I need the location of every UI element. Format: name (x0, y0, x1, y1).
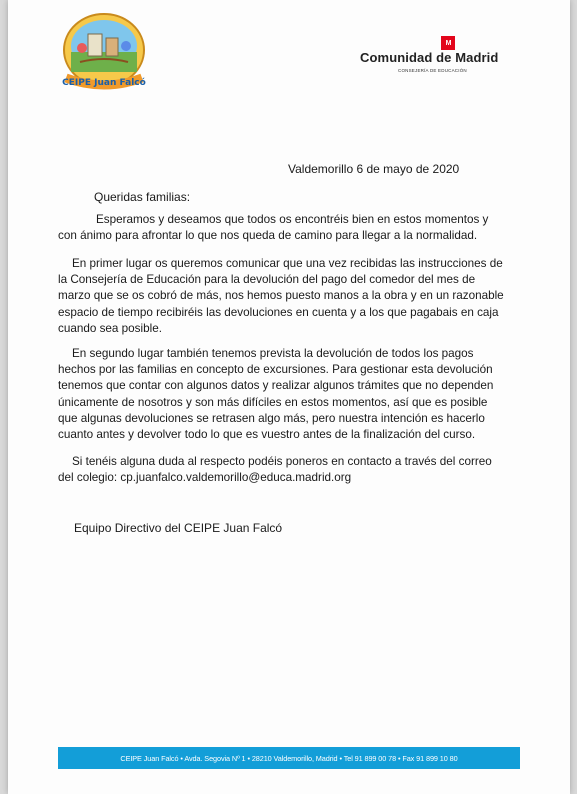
madrid-flag-icon: M (441, 36, 455, 50)
region-name: Comunidad de Madrid (360, 50, 499, 65)
paragraph-line: que algunas devoluciones se retrasen algo más, pero nuestra intención es hacerlo (58, 411, 485, 425)
paragraph-line: tenemos que contar con algunos datos y realizar algunos trámites que no dependen (58, 379, 494, 393)
paragraph-line: cuanto antes y devolver todo lo que es vuestro antes de la finalización del curso. (58, 428, 476, 442)
paragraph-line: la Consejería de Educación para la devolución del pago del comedor del mes de (58, 273, 476, 287)
paragraph-3 (58, 346, 524, 443)
region-department: CONSEJERÍA DE EDUCACIÓN (398, 68, 467, 73)
footer-contact-text: CEIPE Juan Falcó • Avda. Segovia Nº 1 • 28210 Valdemorillo, Madrid • Tel 91 899 00 78 • Fax 91 899 10 80 (120, 753, 458, 763)
paragraph-line: Esperamos y deseamos que todos os encontréis bien en estos momentos y (96, 213, 489, 226)
paragraph-line: En primer lugar os queremos comunicar que una vez recibidas las instrucciones de (72, 257, 503, 270)
paragraph-line: Si tenéis alguna duda al respecto podéis poneros en contacto a través del correo (72, 455, 492, 468)
school-logo-text: CEIPE Juan Falcó (62, 78, 146, 88)
school-logo (58, 12, 150, 94)
paragraph-line: espacio de tiempo recibiréis las devoluciones en cuenta y a los que pagabais en caja (58, 305, 499, 319)
footer-bar (58, 747, 520, 769)
school-logo-icon (58, 12, 150, 94)
paragraph-line: hechos por las familias en concepto de excursiones. Para gestionar esta devolución (58, 363, 493, 377)
signature: Equipo Directivo del CEIPE Juan Falcó (74, 521, 283, 535)
letter-date: Valdemorillo 6 de mayo de 2020 (288, 162, 460, 176)
paragraph-line: con ánimo para afrontar lo que nos queda de camino para llegar a la normalidad. (58, 229, 478, 243)
paragraph-1 (58, 212, 524, 244)
paragraph-line: marzo que se os cobró de más, nos hemos puesto manos a la obra y en un razonable (58, 289, 504, 303)
paragraph-line-email: del colegio: cp.juanfalco.valdemorillo@educa.madrid.org (58, 471, 352, 485)
paragraph-2 (58, 256, 524, 337)
letter-page (8, 0, 570, 794)
comunidad-madrid-logo (356, 36, 526, 76)
paragraph-line: cuando sea posible. (58, 321, 162, 335)
paragraph-4 (58, 454, 524, 486)
salutation: Queridas familias: (94, 190, 191, 204)
paragraph-line: En segundo lugar también tenemos prevista la devolución de todos los pagos (72, 347, 474, 360)
paragraph-line: únicamente de nosotros y son más difíciles en estos momentos, así que es posible (58, 395, 488, 409)
